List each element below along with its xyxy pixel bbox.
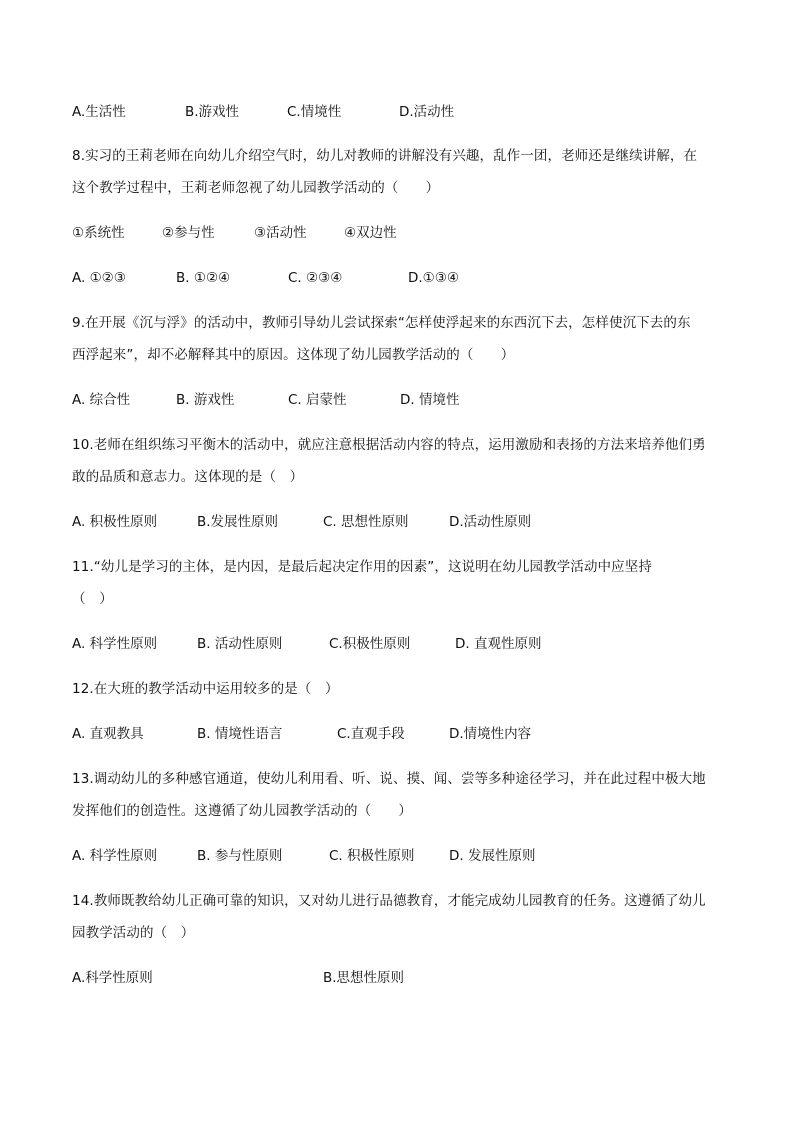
q9-stem-line-2: 西浮起来”，却不必解释其中的原因。这体现了幼儿园教学活动的（ ） xyxy=(72,347,515,363)
q9-option-a: A. 综合性 xyxy=(72,392,131,408)
q13-option-a: A. 科学性原则 xyxy=(72,848,158,864)
q7-option-b: B.游戏性 xyxy=(185,104,240,120)
q10-option-c: C. 思想性原则 xyxy=(323,514,409,530)
q10-option-a: A. 积极性原则 xyxy=(72,514,158,530)
q13-option-b: B. 参与性原则 xyxy=(197,848,283,864)
q11-option-b: B. 活动性原则 xyxy=(197,636,283,652)
q10-stem-line-1: 10.老师在组织练习平衡木的活动中，就应注意根据活动内容的特点，运用激励和表扬的方法来培养他们勇 xyxy=(72,437,706,453)
q14-option-b: B.思想性原则 xyxy=(323,970,405,986)
q13-stem-line-1: 13.调动幼儿的多种感官通道，使幼儿利用看、听、说、摸、闻、尝等多种途径学习，并在此过程中极大地 xyxy=(72,771,706,787)
q11-option-d: D. 直观性原则 xyxy=(455,636,542,652)
q8-item-1: ①系统性 xyxy=(72,225,125,241)
q14-stem-line-2: 园教学活动的（ ） xyxy=(72,925,195,941)
q11-stem-line-2: （ ） xyxy=(72,591,113,607)
q7-option-a: A.生活性 xyxy=(72,104,126,120)
q8-option-c: C. ②③④ xyxy=(288,270,343,286)
q13-option-c: C. 积极性原则 xyxy=(329,848,415,864)
q10-stem-line-2: 敢的品质和意志力。这体现的是（ ） xyxy=(72,469,304,485)
q8-stem-line-1: 8.实习的王莉老师在向幼儿介绍空气时，幼儿对教师的讲解没有兴趣，乱作一团，老师还是继续讲解，在 xyxy=(72,148,698,164)
q13-stem-line-2: 发挥他们的创造性。这遵循了幼儿园教学活动的（ ） xyxy=(72,803,412,819)
q11-stem-line-1: 11.“幼儿是学习的主体，是内因，是最后起决定作用的因素”，这说明在幼儿园教学活动中应坚持 xyxy=(72,559,652,575)
q8-item-4: ④双边性 xyxy=(344,225,397,241)
q8-option-d: D.①③④ xyxy=(408,270,459,286)
q12-option-a: A. 直观教具 xyxy=(72,726,144,742)
q10-option-b: B.发展性原则 xyxy=(197,514,279,530)
q14-option-a: A.科学性原则 xyxy=(72,970,153,986)
q8-stem-line-2: 这个教学过程中，王莉老师忽视了幼儿园教学活动的（ ） xyxy=(72,180,440,196)
q7-option-c: C.情境性 xyxy=(287,104,342,120)
q11-option-a: A. 科学性原则 xyxy=(72,636,158,652)
q11-option-c: C.积极性原则 xyxy=(329,636,411,652)
q9-stem-line-1: 9.在开展《沉与浮》的活动中，教师引导幼儿尝试探索“怎样使浮起来的东西沉下去，怎样使沉下去的东 xyxy=(72,315,691,331)
q9-option-c: C. 启蒙性 xyxy=(288,392,347,408)
q9-option-d: D. 情境性 xyxy=(400,392,460,408)
q12-option-d: D.情境性内容 xyxy=(449,726,532,742)
q8-item-2: ②参与性 xyxy=(162,225,215,241)
q8-option-b: B. ①②④ xyxy=(176,270,231,286)
q12-option-b: B. 情境性语言 xyxy=(197,726,283,742)
q14-stem-line-1: 14.教师既教给幼儿正确可靠的知识，又对幼儿进行品德教育，才能完成幼儿园教育的任务。这遵循了幼儿 xyxy=(72,893,706,909)
q9-option-b: B. 游戏性 xyxy=(176,392,235,408)
q7-option-d: D.活动性 xyxy=(399,104,455,120)
q8-item-3: ③活动性 xyxy=(254,225,307,241)
q12-option-c: C.直观手段 xyxy=(337,726,405,742)
q8-option-a: A. ①②③ xyxy=(72,270,126,286)
q10-option-d: D.活动性原则 xyxy=(449,514,532,530)
q12-stem-line-1: 12.在大班的教学活动中运用较多的是（ ） xyxy=(72,681,339,697)
q13-option-d: D. 发展性原则 xyxy=(449,848,536,864)
